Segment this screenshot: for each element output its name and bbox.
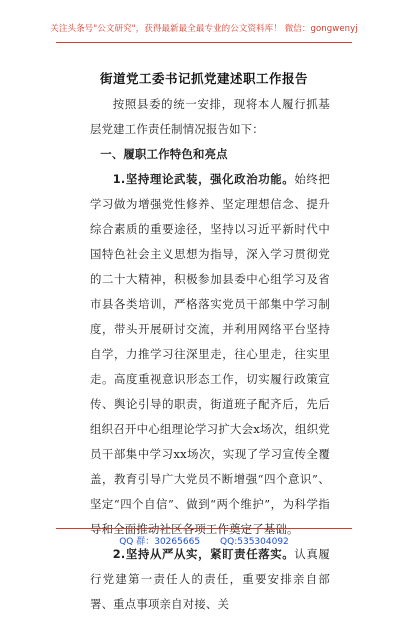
- item-2-lead: 2.坚持从严从实，紧盯责任落实。: [112, 547, 295, 561]
- item-1-text: 始终把学习做为增强党性修养、坚定理想信念、提升综合素质的重要途径，坚持以习近平新时代中国特色社会主义思想为指导，深入学习贯彻党的二十大精神，积极参加县委中心组学习及省市县各类培训，严格落实党员干部集中学习制度，带头开展研讨交流，并利用网络平台坚持自学，力推学习往深里走，往心里走，往实里走。高度重视意识形态工作，切实履行政策宣传、舆论引导的职责，街道班子配齐后，先后组织召开中心组理论学习扩大会x场次，组织党员干部集中学习xx场次，实现了学习宣传全覆盖，教育引导广大党员不断增强“四个意识”、坚定“四个自信”、做到“两个维护”，为科学指导和全面推动社区各项工作奠定了基础。: [90, 172, 330, 536]
- footer-divider: [56, 528, 352, 529]
- header-divider: [56, 42, 352, 43]
- document-title: 街道党工委书记抓党建述职工作报告: [99, 71, 308, 86]
- footer-contact: [0, 534, 408, 547]
- item-2-text: 认真履行党建第一责任人的责任，重要安排亲自部署、重点事项亲自对接、关: [90, 547, 330, 611]
- header-promo-text: 关注头条号"公文研究"，获得最新最全最专业的公文资料库！ 微信：gongwenyj: [50, 24, 358, 34]
- intro-paragraph: 按照县委的统一安排，现将本人履行抓基层党建工作责任制情况报告如下：: [90, 97, 330, 136]
- item-1-paragraph: [90, 167, 330, 542]
- section-heading: 一、履职工作特色和亮点: [100, 147, 228, 161]
- footer-qq-group: QQ 群：30265665: [119, 537, 201, 547]
- footer-qq: QQ:535304092: [220, 537, 289, 547]
- item-1-lead: 1.坚持理论武装，强化政治功能。: [112, 172, 295, 186]
